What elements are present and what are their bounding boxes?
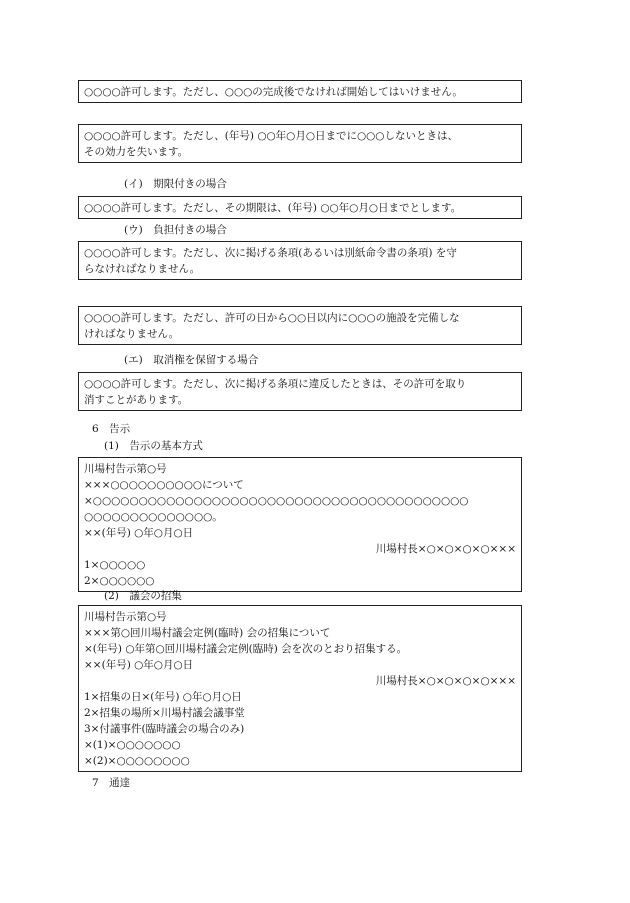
signature-line: 川場村長×○×○×○×○××× bbox=[375, 543, 516, 555]
subheading-basic-format: (1) 告示の基本方式 bbox=[104, 440, 203, 452]
box-line: ×(年号) ○年第○回川場村議会定例(臨時) 会を次のとおり招集する。 bbox=[84, 643, 408, 655]
box-line: ×○○○○○○○○○○○○○○○○○○○○○○○○○○○○○○○○○○○○○○○○○ bbox=[84, 495, 469, 507]
example-box-burden bbox=[78, 241, 522, 280]
heading-with-burden: (ウ) 負担付きの場合 bbox=[124, 224, 227, 236]
example-box-no-start-before-completion bbox=[78, 80, 522, 103]
box-line: ○○○○許可します。ただし、次に掲げる条項(あるいは別紙命令書の条項) を守 bbox=[84, 247, 457, 259]
example-box-revocation bbox=[78, 372, 522, 411]
box-line: 2×○○○○○○ bbox=[84, 575, 155, 587]
box-line: 川場村告示第○号 bbox=[84, 611, 167, 623]
signature-line: 川場村長×○×○×○×○××× bbox=[375, 675, 516, 687]
subheading-assembly-convocation: (2) 議会の招集 bbox=[104, 590, 182, 602]
heading-with-term: (イ) 期限付きの場合 bbox=[124, 178, 227, 190]
section-heading-circular: 7 通達 bbox=[92, 777, 131, 789]
box-line: 川場村告示第○号 bbox=[84, 463, 167, 475]
box-line: ×(2)×○○○○○○○○ bbox=[84, 755, 190, 767]
box-line: ××(年号) ○年○月○日 bbox=[84, 659, 194, 671]
notice-template-basic bbox=[78, 457, 522, 592]
box-line: ○○○○許可します。ただし、許可の日から○○日以内に○○○の施設を完備しな bbox=[84, 312, 460, 324]
box-line: ○○○○許可します。ただし、次に掲げる条項に違反したときは、その許可を取り bbox=[84, 378, 467, 390]
box-line: ○○○○許可します。ただし、○○○の完成後でなければ開始してはいけません。 bbox=[84, 86, 463, 98]
box-line: 1×○○○○○ bbox=[84, 559, 146, 571]
box-line: 2×招集の場所×川場村議会議事堂 bbox=[84, 707, 245, 719]
example-box-facility bbox=[78, 306, 522, 345]
box-line: ×××第○回川場村議会定例(臨時) 会の招集について bbox=[84, 627, 331, 639]
box-line: 3×付議事件(臨時議会の場合のみ) bbox=[84, 723, 245, 735]
box-line: ×(1)×○○○○○○○ bbox=[84, 739, 181, 751]
box-line: ○○○○許可します。ただし、(年号) ○○年○月○日までに○○○しないときは、 bbox=[84, 130, 458, 142]
heading-revocation-reserved: (エ) 取消権を保留する場合 bbox=[124, 354, 259, 366]
example-box-loses-effect bbox=[78, 124, 522, 163]
notice-template-convocation bbox=[78, 605, 522, 772]
box-line: 消すことがあります。 bbox=[84, 394, 189, 406]
box-line: ければなりません。 bbox=[84, 328, 180, 340]
box-line: ××(年号) ○年○月○日 bbox=[84, 527, 194, 539]
box-line: らなければなりません。 bbox=[84, 263, 201, 275]
box-line: ○○○○許可します。ただし、その期限は、(年号) ○○年○月○日までとします。 bbox=[84, 202, 462, 214]
box-line: 1×招集の日×(年号) ○年○月○日 bbox=[84, 691, 242, 703]
example-box-term bbox=[78, 196, 522, 219]
box-line: その効力を失います。 bbox=[84, 146, 189, 158]
box-line: ○○○○○○○○○○○○○○。 bbox=[84, 511, 223, 523]
box-line: ×××○○○○○○○○○○について bbox=[84, 479, 244, 491]
section-heading-notice: 6 告示 bbox=[92, 423, 131, 435]
